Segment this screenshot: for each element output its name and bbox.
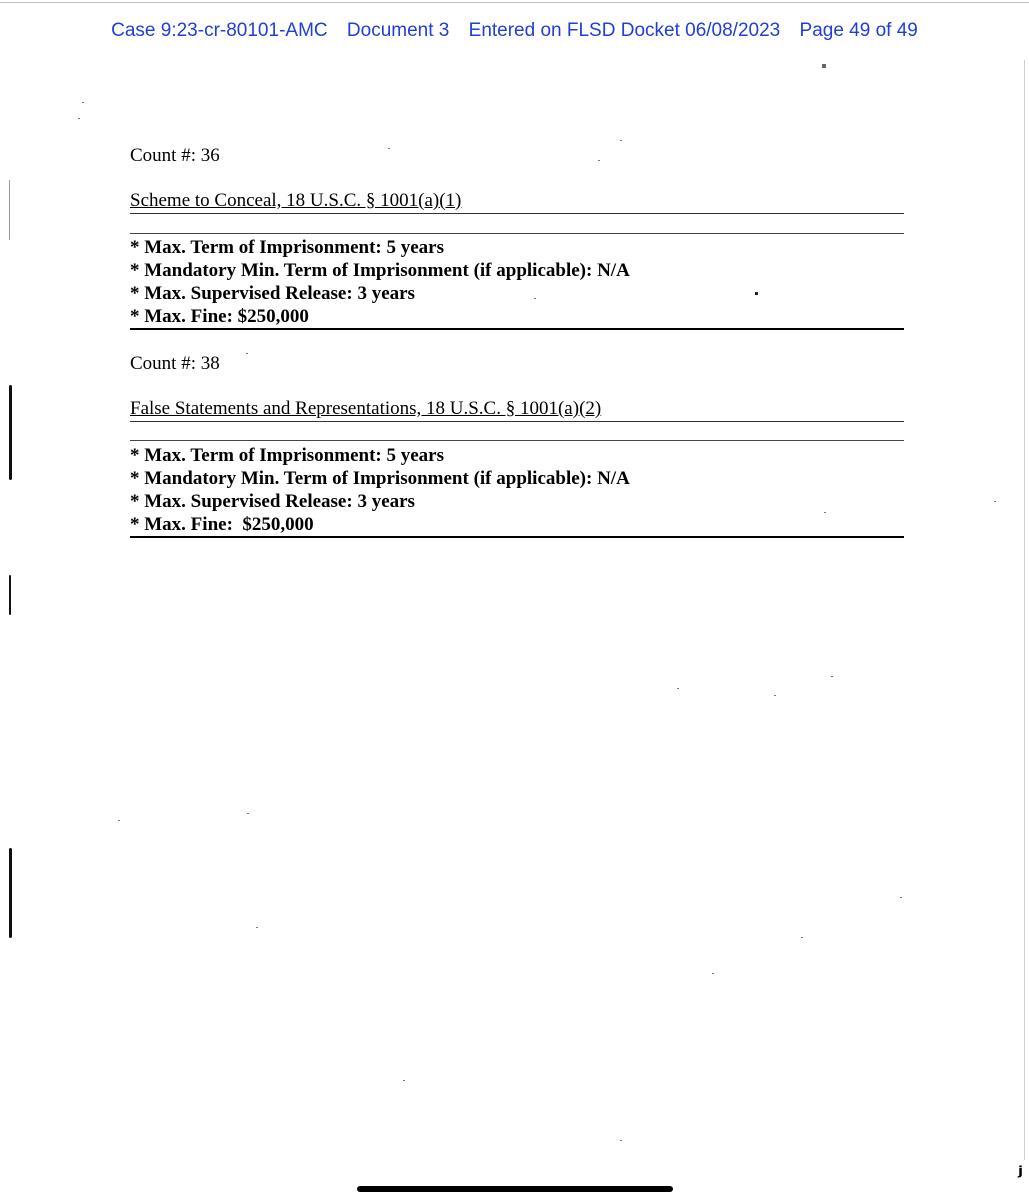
max-supervised-release: * Max. Supervised Release: 3 years xyxy=(130,283,415,304)
section-divider xyxy=(130,233,904,234)
scan-speck xyxy=(801,937,803,938)
scan-speck xyxy=(774,695,776,696)
penalty-list xyxy=(130,236,904,330)
top-border xyxy=(0,2,1029,3)
max-imprisonment: * Max. Term of Imprisonment: 5 years xyxy=(130,237,444,258)
scan-speck xyxy=(822,64,826,68)
scan-speck xyxy=(388,148,390,149)
penalty-list xyxy=(130,444,904,538)
offense-text: False Statements and Representations, 18 U.S.C. § 1001(a)(2) xyxy=(130,398,602,419)
scan-edge-mark xyxy=(9,385,12,480)
scan-speck xyxy=(78,118,80,119)
scan-edge-mark xyxy=(9,180,10,240)
docket-entry-date: Entered on FLSD Docket 06/08/2023 xyxy=(468,20,781,41)
scan-speck xyxy=(598,160,600,161)
count-label: Count #: 36 xyxy=(130,145,220,166)
document-number: Document 3 xyxy=(346,20,450,41)
scroll-corner-mark: ⱼ xyxy=(1018,1156,1023,1181)
section-divider xyxy=(130,440,904,441)
scan-speck xyxy=(118,820,120,821)
scan-speck xyxy=(256,927,258,928)
scan-speck xyxy=(247,813,249,814)
scan-edge-mark xyxy=(9,575,11,615)
case-number: Case 9:23-cr-80101-AMC xyxy=(111,20,328,41)
max-fine: * Max. Fine: $250,000 xyxy=(130,306,309,327)
scan-speck xyxy=(246,353,248,354)
scan-speck xyxy=(620,140,622,141)
scan-speck xyxy=(712,973,714,974)
home-indicator[interactable] xyxy=(357,1186,673,1192)
scan-speck xyxy=(620,1140,622,1141)
scan-speck xyxy=(831,676,833,677)
max-fine: * Max. Fine: $250,000 xyxy=(130,514,314,535)
scan-speck xyxy=(994,501,996,502)
scan-speck xyxy=(403,1080,405,1081)
max-supervised-release: * Max. Supervised Release: 3 years xyxy=(130,491,415,512)
page-number: Page 49 of 49 xyxy=(799,20,918,41)
offense-title xyxy=(130,398,904,422)
scan-edge-mark xyxy=(9,848,12,938)
max-imprisonment: * Max. Term of Imprisonment: 5 years xyxy=(130,445,444,466)
mandatory-min-imprisonment: * Mandatory Min. Term of Imprisonment (if applicable): N/A xyxy=(130,468,630,489)
scan-speck xyxy=(82,102,84,103)
offense-title xyxy=(130,190,904,214)
docket-header xyxy=(0,20,1029,42)
mandatory-min-imprisonment: * Mandatory Min. Term of Imprisonment (if applicable): N/A xyxy=(130,260,630,281)
scan-edge-mark xyxy=(1024,60,1025,1160)
scan-speck xyxy=(900,897,902,898)
scan-speck xyxy=(677,688,679,689)
count-label: Count #: 38 xyxy=(130,353,220,374)
offense-text: Scheme to Conceal, 18 U.S.C. § 1001(a)(1) xyxy=(130,190,462,211)
